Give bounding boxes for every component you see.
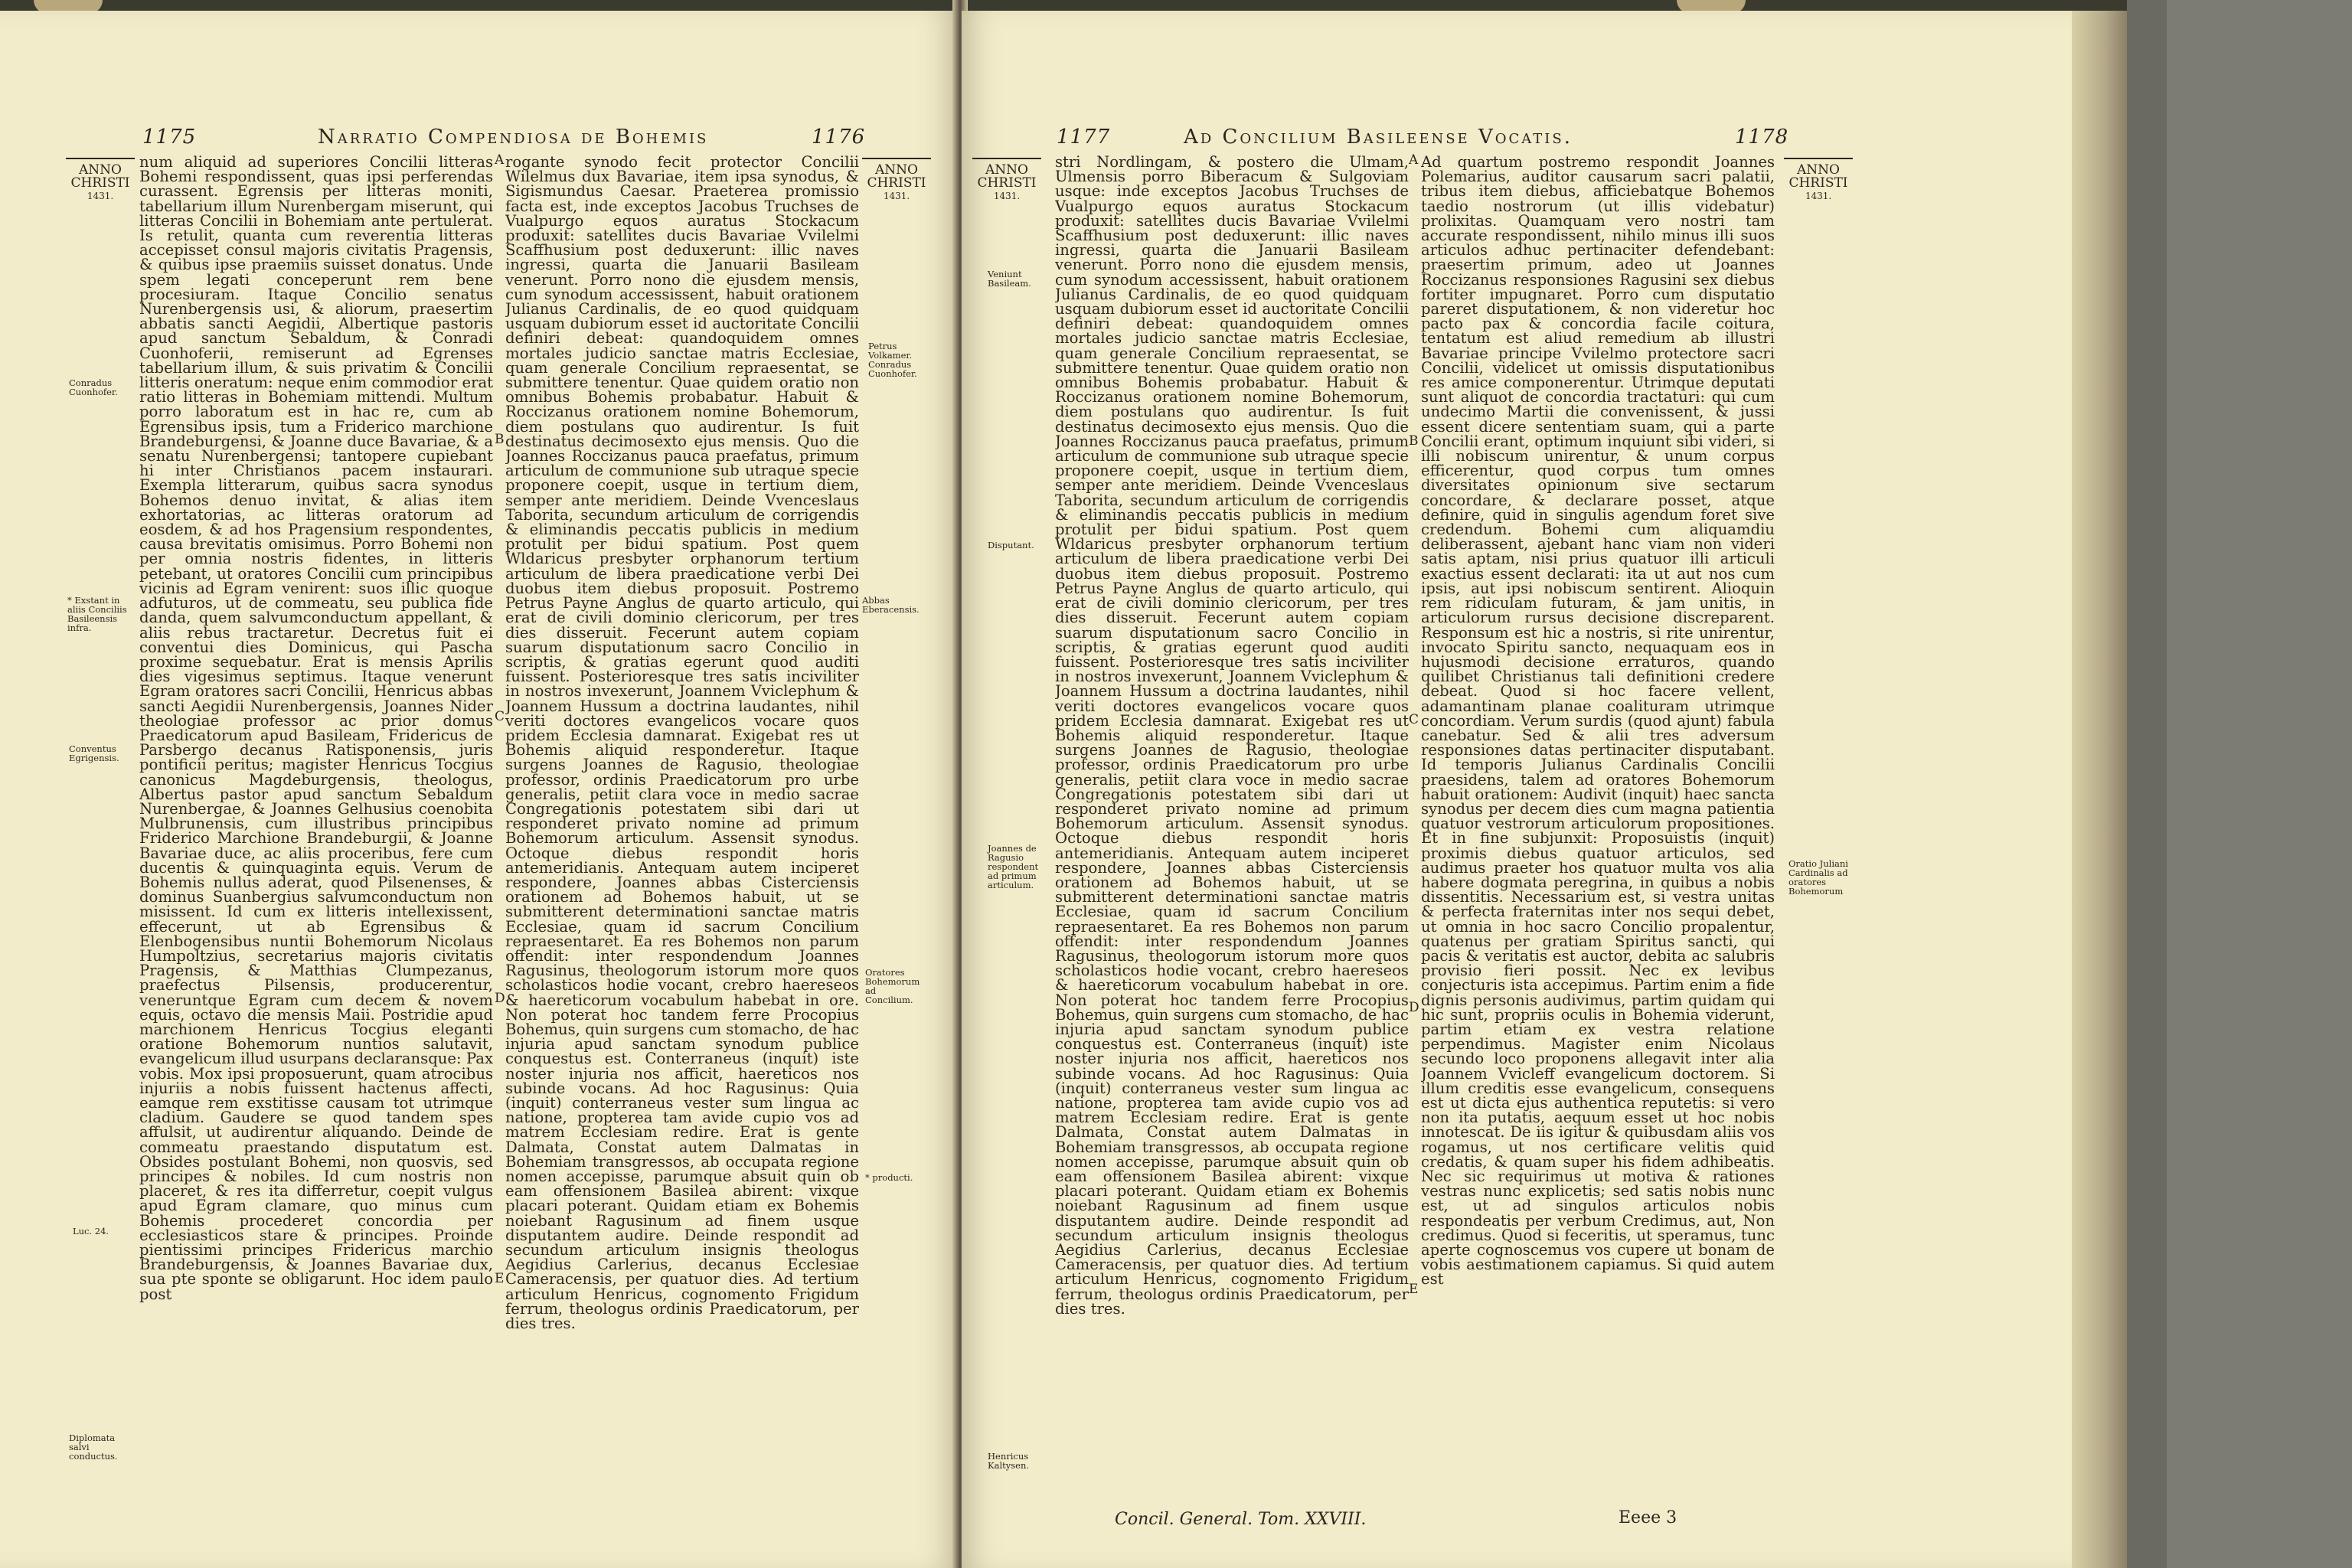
running-title: Ad Concilium Basileense Vocatis. <box>1184 126 1573 149</box>
right-page <box>962 11 2072 1568</box>
anno-christi-right: ANNO CHRISTI 1431. <box>1784 158 1853 203</box>
column-text: Ad quartum postremo respondit Joannes Polemarius, auditor causarum sacri palatii, tribus item diebus, afficiebatque Bohemos taedio nostrorum (ut illis videbatur) prolixitas. Quamquam vero nostri tam accurate respondissent, nihilo minus illi suos articulos adhuc pertinaciter defendebant: praesertim primum, adeo ut Joannes Roccizanus responsiones Ragusini sex diebus fortiter impugnaret. Porro cum disputatio pareret disputationem, & non videretur hoc pacto pax & concordia facile coitura, tentatum est aliud remedium ab illustri Bavariae principe Vvilelmo protectore sacri Concilii, videlicet ut omissis disputationibus res amice componerentur. Utrimque deputati sunt aliquot de concordia tractaturi: qui cum undecimo Martii die convenissent, & jussi essent dicere sententiam suam, qui a parte Concilii erant, optimum inquiunt sibi videri, si illi nobiscum unirentur, & unum corpus efficerentur, quod corpus tum omnes diversitates opinionum sive sectarum concordare, & declarare posset, atque definire, quid in singulis agendum foret sive credendum. Bohemi cum aliquamdiu deliberassent, ajebant hanc viam non videri satis aptam, nisi prius quatuor illi articuli exactius essent declarati: ita ut aut nos cum ipsis, aut ipsi nobiscum sentirent. Alioquin rem ridiculam futuram, & jam unitis, in articulorum rursus decisione discreparent. Responsum est hic a nostris, si rite unirentur, invocato Spiritu sancto, nequaquam eos in hujusmodi decisione erraturos, quando quilibet Christianus tali definitioni credere debeat. Quod si hoc facere vellent, adamantinam planae coalituram utrimque concordiam. Verum surdis (quod ajunt) fabula canebatur. Sed & alii tres adversum responsiones datas pertinaciter disputabant. Id temporis Julianus Cardinalis Concilii praesidens, talem ad oratores Bohemorum habuit orationem: Audivit (inquit) haec sancta synodus per decem dies cum magna patientia quatuor vestrorum articulorum propositiones. Et in fine subjunxit: Proposuistis (inquit) proximis diebus quatuor articulos, sed audimus praeter hos quatuor multa vos alia habere dogmata peregrina, in quibus a nobis dissentitis. Necessarium est, si vestra unitas & perfecta fraternitas inter nos sequi debet, ut omnia in hoc sacro Concilio propalentur, quatenus per gratiam Spiritus sancti, qui pacis & veritatis est auctor, debita ac salubris provisio fieri possit. Nec ex levibus conjecturis ista accepimus. Partim enim a fide dignis personis audivimus, partim quidam qui hic sunt, propriis oculis in Bohemia viderunt, partim etiam ex vestra relatione perpendimus. Magister enim Nicolaus secundo loco proponens allegavit inter alia Joannem Vvicleff evangelicum doctorem. Si illum creditis esse evangelicum, consequens est ut dicta ejus authentica reputetis: si vero non ita putatis, aequum esset ut hoc nobis innotescat. De iis igitur & quibusdam aliis vos rogamus, ut nos certificare velitis quid credatis, & quam super his fidem adhibeatis. Nec sic requirimus ut motiva & rationes vestras nunc explicetis; sed satis nobis nunc est, ut ad singulos articulos nobis respondeatis per verbum Credimus, aut, Non credimus. Quod si feceritis, ut speramus, tunc aperte cognoscemus vos cupere ut bonam de vobis aestimationem capiamus. Si quid autem est <box>1421 155 1775 1289</box>
page-number-1175: 1175 <box>142 126 197 149</box>
right-column-2 <box>1421 155 1775 1533</box>
section-letter-b: B <box>495 432 505 447</box>
margin-note-joannes: Joannes de Ragusio respondent ad primum articulum. <box>988 843 1039 890</box>
page-number-1177: 1177 <box>1057 126 1111 149</box>
scanner-bed-light <box>2167 0 2352 1568</box>
section-letter-d: D <box>1409 1000 1419 1015</box>
footer-volume: Concil. General. Tom. XXVIII. <box>1115 1510 1367 1529</box>
margin-note-petrus: Petrus Volkamer. Conradus Cuonhofer. <box>868 341 917 379</box>
column-text: num aliquid ad superiores Concilii litteras Bohemi respondissent, quas ipsi perferendas curassent. Egrensis per litteras moniti, tabellarium illum Nurenbergam miserunt, qui litteras Concilii in Bohemiam ante pertulerat. Is retulit, quanta cum reverentia litteras accepisset consul majoris civitatis Pragensis, & quibus ipse praemiis suisset donatus. Unde spem legati conceperunt rem bene procesiuram. Itaque Concilio senatus Nurenbergensis usi, & aliorum, praesertim abbatis sancti Aegidii, Albertique pastoris apud sanctum Sebaldum, & Conradi Cuonhoferii, remiserunt ad Egrenses tabellarium illum, & suis privatim & Concilii litteris oneratum: neque enim commodior erat ratio litteras in Bohemiam mittendi. Multum porro laboratum est in hac re, cum ab Egrensibus ipsis, tum a Friderico marchione Brandeburgensi, & Joanne duce Bavariae, & a senatu Nurenbergensi; tantopere cupiebant hi inter Christianos pacem instaurari. Exempla litterarum, quibus sacra synodus Bohemos denuo invitat, & alias item exhortatorias, ac litteras oratorum ad eosdem, & ad hos Pragensium respondentes, causa brevitatis omisimus. Porro Bohemi non per omnia nostris fidentes, in litteris petebant, ut oratores Concilii cum principibus vicinis ad Egram venirent: suos illic quoque adfuturos, ut de commeatu, seu publica fide danda, quem salvumconductum appellant, & aliis rebus tractaretur. Decretus fuit ei conventui dies Dominicus, qui Pascha proxime sequebatur. Erat is mensis Aprilis dies vigesimus septimus. Itaque venerunt Egram oratores sacri Concilii, Henricus abbas sancti Aegidii Nurenbergensis, Joannes Nider theologiae professor ac prior domus Praedicatorum apud Basileam, Fridericus de Parsbergo decanus Ratisponensis, juris pontificii peritus; magister Henricus Tocgius canonicus Magdeburgensis, theologus, Albertus pastor apud sanctum Sebaldum Nurenbergae, & Joannes Gelhusius coenobita Mulbrunensis, cum illustribus principibus Friderico Marchione Brandeburgii, & Joanne Bavariae duce, ac aliis proceribus, fere cum ducentis & quinquaginta equis. Verum de Bohemis nullus aderat, quod Pilsenenses, & dominus Suanbergius salvumconductum non misissent. Id cum ex litteris intellexissent, effecerunt, ut ab Egrensibus & Elenbogensibus nuntii Bohemorum Nicolaus Humpoltzius, secretarius majoris civitatis Pragensis, & Matthias Clumpezanus, praefectus Pilsensis, producerentur, veneruntque Egram cum decem & novem equis, octavo die mensis Maii. Postridie apud marchionem Henricus Tocgius eleganti oratione Bohemorum nuntios salutavit, evangelicum illud usurpans declaransque: Pax vobis. Mox ipsi proposuerunt, quam atrocibus injuriis a nobis fuissent hactenus affecti, eamque rem exstitisse causam tot utrimque cladium. Gaudere se quod tandem spes affulsit, ut audirentur aliquando. Deinde de commeatu praestando disputatum est. Obsides postulant Bohemi, non quosvis, sed principes & nobiles. Id cum nostris non placeret, & res ita differretur, coepit vulgus apud Egram clamare, quo minus cum Bohemis procederet concordia per ecclesiasticos stare & principes. Proinde pientissimi principes Fridericus marchio Brandeburgensis, & Joannes Bavariae dux, sua pte sponte se obligarunt. Hoc idem paulo post <box>139 155 493 1303</box>
margin-note-oratores: Oratores Bohemorum ad Concilium. <box>865 967 920 1005</box>
anno-christi-right: ANNO CHRISTI 1431. <box>862 158 931 203</box>
margin-note-luc: Luc. 24. <box>73 1226 109 1236</box>
margin-note-conrad: Conradus Cuonhofer. <box>69 377 118 397</box>
section-letter-e: E <box>1409 1282 1419 1297</box>
left-column-1 <box>139 155 493 1533</box>
book-page-edges <box>2072 11 2127 1568</box>
section-letter-c: C <box>1409 712 1419 727</box>
margin-note-disputant: Disputant. <box>988 540 1034 550</box>
anno-christi-left: ANNO CHRISTI 1431. <box>972 158 1041 203</box>
section-letter-d: D <box>495 991 505 1006</box>
anno-christi-left: ANNO CHRISTI 1431. <box>66 158 135 203</box>
page-number-1176: 1176 <box>812 126 866 149</box>
section-letter-a: A <box>1409 152 1419 168</box>
left-column-2 <box>505 155 859 1540</box>
margin-note-diplomata: Diplomata salvi conductus. <box>69 1432 118 1462</box>
margin-note-henricus: Henricus Kaltysen. <box>988 1451 1030 1471</box>
column-text: rogante synodo fecit protector Concilii Wilelmus dux Bavariae, item ipsa synodus, & Sigismundus Caesar. Praeterea promissio facta est, inde exceptos Jacobus Truchses de Vualpurgo equos auratus Stockacum produxit: satellites ducis Bavariae Vvilelmi Scaffhusium post deduxerunt: illic naves ingressi, quarta die Januarii Basileam venerunt. Porro nono die ejusdem mensis, cum synodum accessissent, habuit orationem Julianus Cardinalis, de eo quod quidquam usquam dubiorum esset id auctoritate Concilii definiri debeat: quandoquidem omnes mortales judicio sanctae matris Ecclesiae, quam generale Concilium repraesentat, se submittere tenentur. Quae quidem oratio non omnibus Bohemis probabatur. Habuit & Roccizanus orationem nomine Bohemorum, diem postulans quo audirentur. Is fuit destinatus decimosexto ejus mensis. Quo die Joannes Roccizanus pauca praefatus, primum articulum de communione sub utraque specie proponere coepit, usque in tertium diem, semper ante meridiem. Deinde Vvenceslaus Taborita, secundum articulum de corrigendis & eliminandis peccatis publicis in medium protulit per bidui spatium. Post quem Wldaricus presbyter orphanorum tertium articulum de libera praedicatione verbi Dei duobus item diebus proposuit. Postremo Petrus Payne Anglus de quarto articulo, qui erat de civili dominio clericorum, per tres dies disseruit. Fecerunt autem copiam suarum disputationum sacro Concilio in scriptis, & gratias egerunt quod auditi fuissent. Posterioresque tres satis inciviliter in nostros invexerunt, Joannem Vviclephum & Joannem Hussum a doctrina laudantes, nihil veriti doctores evangelicos vocare quos pridem Ecclesia damnarat. Exigebat res ut Bohemis aliquid responderetur. Itaque surgens Joannes de Ragusio, theologiae professor, ordinis Praedicatorum pro urbe generalis, petiit clara voce in medio sacrae Congregationis potestatem sibi dari ut responderet privato nomine ad primum Bohemorum articulum. Assensit synodus. Octoque diebus respondit horis antemeridianis. Antequam autem inciperet respondere, Joannes abbas Cisterciensis orationem ad Bohemos habuit, ut se submitterent determinationi sanctae matris Ecclesiae, quam id sacrum Concilium repraesentaret. Ea res Bohemos non parum offendit: inter respondendum Joannes Ragusinus, theologorum istorum more quos scholasticos hodie vocant, crebro haereseos & haereticorum vocabulum habebat in ore. Non poterat hoc tandem ferre Procopius Bohemus, quin surgens cum stomacho, de hac injuria apud sanctam synodum publice conquestus est. Conterraneus (inquit) iste noster injuria nos afficit, haereticos nos subinde vocans. Ad hoc Ragusinus: Quia (inquit) conterraneus vester sum lingua ac natione, propterea tam avide cupio vos ad matrem Ecclesiam redire. Erat is gente Dalmata, Constat autem Dalmatas in Bohemiam transgressos, ab occupata regione nomen accepisse, parumque absuit quin ob eam offensionem Basilea abirent: vixque placari poterant. Quidam etiam ex Bohemis noiebant Ragusinum ad finem usque disputantem audire. Deinde respondit ad secundum articulum insignis theologus Aegidius Carlerius, decanus Ecclesiae Cameracensis, per quatuor dies. Ad tertium articulum Henricus, cognomento Frigidum ferrum, theologus ordinis Praedicatorum, per dies tres. <box>505 155 859 1333</box>
right-column-1 <box>1055 155 1409 1524</box>
section-letter-b: B <box>1409 433 1419 449</box>
section-letter-e: E <box>495 1271 505 1286</box>
section-letter-c: C <box>495 709 505 724</box>
column-text: stri Nordlingam, & postero die Ulmam, Ulmensis porro Biberacum & Sulgoviam usque: inde exceptos Jacobus Truchses de Vualpurgo equos auratus Stockacum produxit: satellites ducis Bavariae Vvilelmi Scaffhusium post deduxerunt: illic naves ingressi, quarta die Januarii Basileam venerunt. Porro nono die ejusdem mensis, cum synodum accessissent, habuit orationem Julianus Cardinalis, de eo quod quidquam usquam dubiorum esset id auctoritate Concilii definiri debeat: quandoquidem omnes mortales judicio sanctae matris Ecclesiae, quam generale Concilium repraesentat, se submittere tenentur. Quae quidem oratio non omnibus Bohemis probabatur. Habuit & Roccizanus orationem nomine Bohemorum, diem postulans quo audirentur. Is fuit destinatus decimosexto ejus mensis. Quo die Joannes Roccizanus pauca praefatus, primum articulum de communione sub utraque specie proponere coepit, usque in tertium diem, semper ante meridiem. Deinde Vvenceslaus Taborita, secundum articulum de corrigendis & eliminandis peccatis publicis in medium protulit per bidui spatium. Post quem Wldaricus presbyter orphanorum tertium articulum de libera praedicatione verbi Dei duobus item diebus proposuit. Postremo Petrus Payne Anglus de quarto articulo, qui erat de civili dominio clericorum, per tres dies disseruit. Fecerunt autem copiam suarum disputationum sacro Concilio in scriptis, & gratias egerunt quod auditi fuissent. Posterioresque tres satis inciviliter in nostros invexerunt, Joannem Vviclephum & Joannem Hussum a doctrina laudantes, nihil veriti doctores evangelicos vocare quos pridem Ecclesia damnarat. Exigebat res ut Bohemis aliquid responderetur. Itaque surgens Joannes de Ragusio, theologiae professor, ordinis Praedicatorum pro urbe generalis, petiit clara voce in medio sacrae Congregationis potestatem sibi dari ut responderet privato nomine ad primum Bohemorum articulum. Assensit synodus. Octoque diebus respondit horis antemeridianis. Antequam autem inciperet respondere, Joannes abbas Cisterciensis orationem ad Bohemos habuit, ut se submitterent determinationi sanctae matris Ecclesiae, quam id sacrum Concilium repraesentaret. Ea res Bohemos non parum offendit: inter respondendum Joannes Ragusinus, theologorum istorum more quos scholasticos hodie vocant, crebro haereseos & haereticorum vocabulum habebat in ore. Non poterat hoc tandem ferre Procopius Bohemus, quin surgens cum stomacho, de hac injuria apud sanctam synodum publice conquestus est. Conterraneus (inquit) iste noster injuria nos afficit, haereticos nos subinde vocans. Ad hoc Ragusinus: Quia (inquit) conterraneus vester sum lingua ac natione, propterea tam avide cupio vos ad matrem Ecclesiam redire. Erat is gente Dalmata, Constat autem Dalmatas in Bohemiam transgressos, ab occupata regione nomen accepisse, parumque absuit quin ob eam offensionem Basilea abirent: vixque placari poterant. Quidam etiam ex Bohemis noiebant Ragusinum ad finem usque disputantem audire. Deinde respondit ad secundum articulum insignis theologus Aegidius Carlerius, decanus Ecclesiae Cameracensis, per quatuor dies. Ad tertium articulum Henricus, cognomento Frigidum ferrum, theologus ordinis Praedicatorum, per dies tres. <box>1055 155 1409 1318</box>
left-page <box>0 11 957 1568</box>
margin-note-producti: * producti. <box>865 1172 913 1183</box>
page-number-1178: 1178 <box>1735 126 1789 149</box>
signature-mark: Eeee 3 <box>1619 1508 1677 1527</box>
margin-note-exstant: * Exstant in aliis Conciliis Basileensis infra. <box>67 595 127 633</box>
margin-note-abbas: Abbas Eberacensis. <box>862 595 920 615</box>
margin-note-conventus: Conventus Egrigensis. <box>69 743 119 763</box>
margin-note-veniunt: Veniunt Basileam. <box>988 269 1031 289</box>
margin-note-oratio: Oratio Juliani Cardinalis ad oratores Bohemorum <box>1788 858 1848 897</box>
running-title: Narratio Compendiosa de Bohemis <box>318 126 709 149</box>
section-letter-a: A <box>495 152 505 168</box>
